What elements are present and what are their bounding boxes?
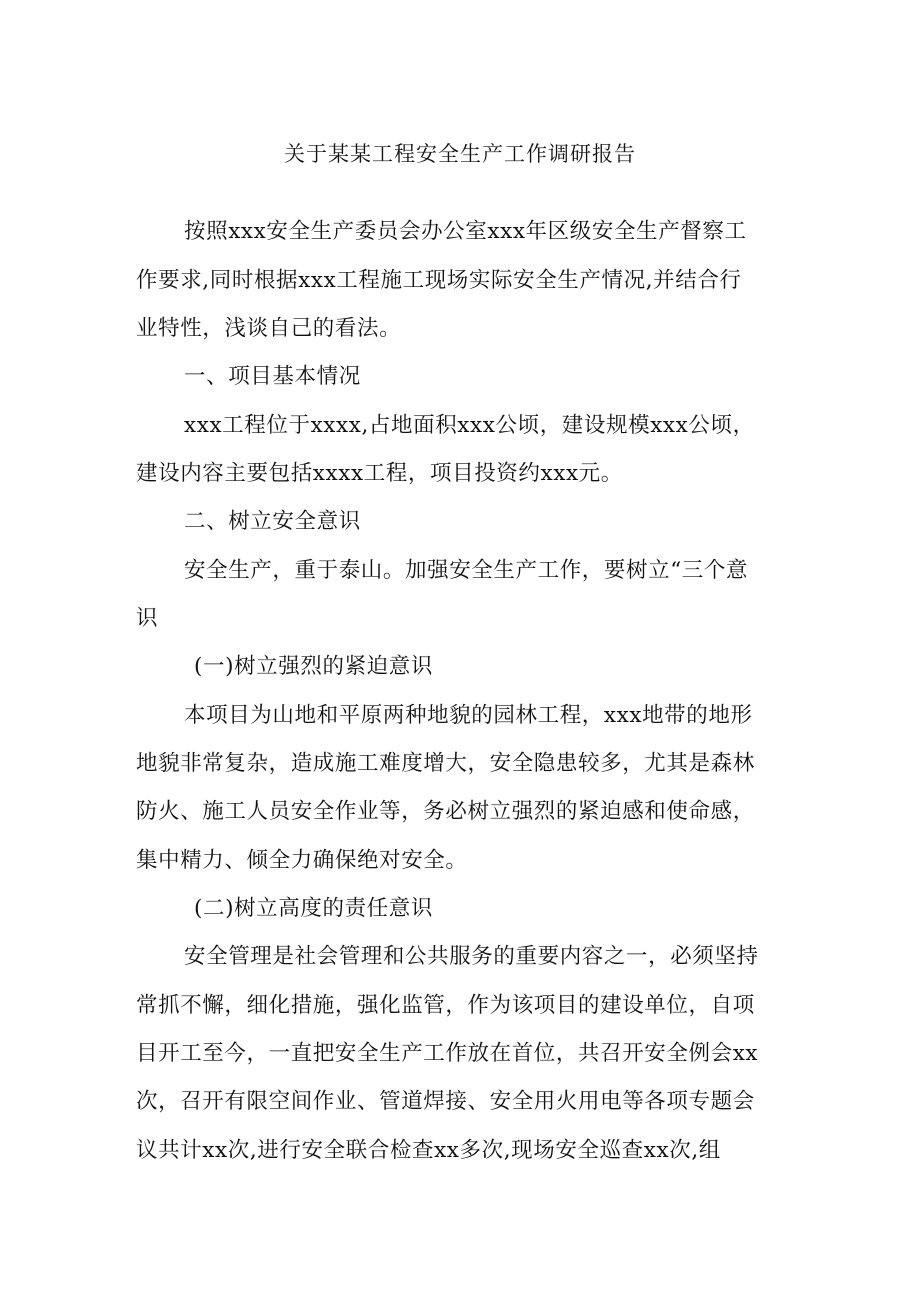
paragraph-line: 次，召开有限空间作业、管道焊接、安全用火用电等各项专题会 (136, 1089, 755, 1114)
paragraph-line: 常抓不懈，细化措施，强化监管，作为该项目的建设单位，自项 (136, 993, 755, 1018)
document-title: 关于某某工程安全生产工作调研报告 (284, 142, 636, 166)
paragraph-line: 业特性，浅谈自己的看法。 (136, 316, 402, 341)
paragraph-line: 安全生产，重于泰山。加强安全生产工作，要树立“三个意 (184, 558, 749, 583)
paragraph-line: 地貌非常复杂，造成施工难度增大，安全隐患较多，尤其是森林 (136, 751, 755, 776)
paragraph-line: 识 (136, 606, 159, 631)
paragraph-line: 集中精力、倾全力确保绝对安全。 (136, 848, 468, 873)
paragraph-line: 按照xxx安全生产委员会办公室xxx年区级安全生产督察工 (184, 219, 747, 244)
paragraph-line: 议共计xx次,进行安全联合检查xx多次,现场安全巡查xx次,组 (136, 1138, 721, 1163)
section-heading: 二、树立安全意识 (184, 509, 361, 534)
paragraph-line: xxx工程位于xxxx,占地面积xxx公顷，建设规模xxx公顷， (184, 413, 755, 438)
subsection-heading: (二)树立高度的责任意识 (194, 896, 433, 921)
paragraph-line: 建设内容主要包括xxxx工程，项目投资约xxx元。 (136, 461, 623, 486)
paragraph-line: 目开工至今，一直把安全生产工作放在首位，共召开安全例会xx (136, 1041, 759, 1066)
paragraph-line: 安全管理是社会管理和公共服务的重要内容之一，必须坚持 (184, 944, 759, 969)
paragraph-line: 本项目为山地和平原两种地貌的园林工程，xxx地带的地形 (184, 703, 753, 728)
paragraph-line: 防火、施工人员安全作业等，务必树立强烈的紧迫感和使命感， (136, 799, 755, 824)
subsection-heading: (一)树立强烈的紧迫意识 (194, 654, 433, 679)
section-heading: 一、项目基本情况 (184, 364, 361, 389)
paragraph-line: 作要求,同时根据xxx工程施工现场实际安全生产情况,并结合行 (136, 268, 742, 293)
